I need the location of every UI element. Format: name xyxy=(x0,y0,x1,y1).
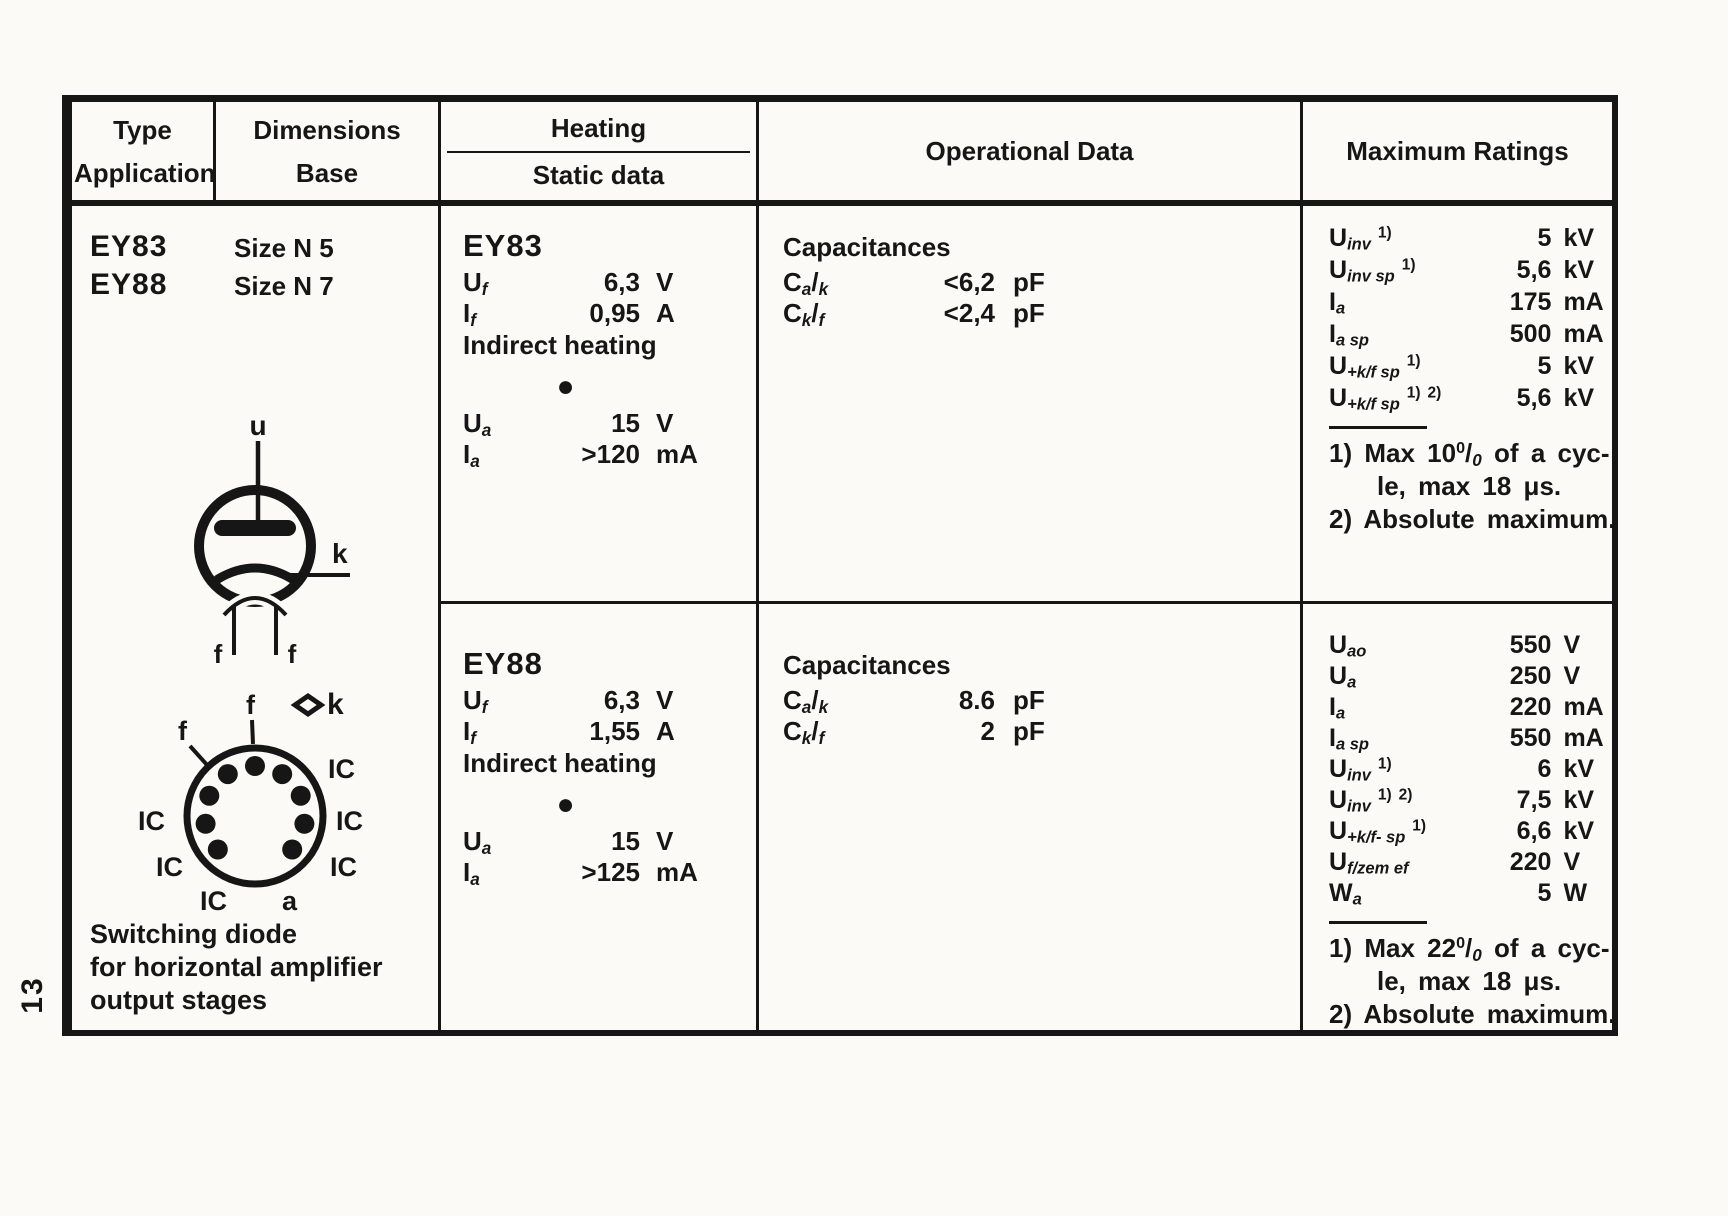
param-label: $U_a$ xyxy=(463,826,492,858)
param-row xyxy=(1329,630,1615,661)
param-value: 6,3 xyxy=(603,267,640,297)
ey83-max-ratings-cell xyxy=(1300,206,1615,604)
param-unit: V xyxy=(1563,631,1581,659)
cathode-arc xyxy=(218,568,292,579)
param-row xyxy=(1329,785,1615,816)
param-unit: kV xyxy=(1563,256,1595,284)
param-label: $I_a$ xyxy=(1329,693,1346,723)
param-unit: kV xyxy=(1563,786,1595,814)
param-label: $U_f$ xyxy=(463,267,488,299)
param-row xyxy=(1329,222,1615,254)
static-rows xyxy=(463,408,756,470)
param-unit: mA xyxy=(1563,320,1604,348)
pin-base-diagram xyxy=(130,674,380,924)
envelope-circle xyxy=(199,490,311,602)
param-unit: V xyxy=(656,826,674,856)
ey88-max-ratings-cell xyxy=(1300,604,1615,1031)
param-row xyxy=(783,685,1300,716)
indirect-heating-note: Indirect heating xyxy=(463,330,657,360)
base-pin-upper-left-label: f xyxy=(178,716,187,746)
param-unit: kV xyxy=(1563,817,1595,845)
param-label: $C_k/_f$ xyxy=(783,298,825,330)
max-rating-rows xyxy=(1329,630,1615,909)
param-label: $I_{a sp}$ xyxy=(1329,320,1369,350)
tube-data-table xyxy=(62,95,1618,1036)
param-label: $U_{inv}$ $^{1)}$ xyxy=(1329,755,1392,785)
param-row xyxy=(1329,661,1615,692)
param-row xyxy=(1329,318,1615,350)
param-value: <6,2 xyxy=(943,267,995,297)
param-label: $I_a$ xyxy=(463,439,480,471)
base-pin-bottom-left-label: IC xyxy=(200,886,227,916)
param-unit: V xyxy=(656,685,674,715)
base-pin-top-lead xyxy=(252,720,253,744)
param-label: $U_a$ xyxy=(463,408,492,440)
param-unit: mA xyxy=(656,439,698,469)
table-header-row xyxy=(72,102,1612,206)
param-value: 5 xyxy=(1537,879,1552,907)
param-value: 5,6 xyxy=(1516,256,1552,284)
cathode-dot-icon: ● xyxy=(556,370,575,403)
param-row xyxy=(463,716,756,747)
table-body xyxy=(72,206,1616,1030)
type-name: EY83 xyxy=(90,230,168,263)
param-unit: kV xyxy=(1563,352,1595,380)
param-value: 5,6 xyxy=(1516,384,1552,412)
ey88-heating-cell xyxy=(438,604,756,1031)
param-value: 550 xyxy=(1509,631,1552,659)
header-application-label: Application xyxy=(74,158,216,188)
base-top-cap-label: k xyxy=(327,688,344,721)
param-value: 220 xyxy=(1509,693,1552,721)
capacitances-title: Capacitances xyxy=(783,232,951,262)
param-row xyxy=(1329,816,1615,847)
param-unit: V xyxy=(1563,662,1581,690)
param-label: $I_f$ xyxy=(463,716,476,748)
param-value: <2,4 xyxy=(943,298,995,328)
param-row xyxy=(463,439,756,470)
param-label: $U_f$ xyxy=(463,685,488,717)
param-label: $I_a$ xyxy=(463,857,480,889)
base-pin-bottom-label: a xyxy=(282,886,298,916)
header-type-application xyxy=(72,102,216,200)
param-value: >125 xyxy=(581,857,640,887)
param-label: $C_k/_f$ xyxy=(783,716,825,748)
header-type-label: Type xyxy=(113,115,172,145)
base-pin-left-label: IC xyxy=(138,806,165,836)
param-row xyxy=(783,298,1300,329)
footnote-line: le, max 18 μs. xyxy=(1377,966,1562,996)
application-line: output stages xyxy=(90,985,268,1015)
param-value: 15 xyxy=(611,826,640,856)
indirect-heating-note: Indirect heating xyxy=(463,748,657,778)
footnote-line: 2) Absolute maximum. xyxy=(1329,999,1616,1029)
ey88-operational-cell xyxy=(756,604,1300,1031)
param-unit: pF xyxy=(1013,716,1045,746)
param-unit: kV xyxy=(1563,224,1595,252)
param-label: $U_{+k/f sp}$ $^{1)}$ $^{2)}$ xyxy=(1329,384,1442,414)
base-pin-lower-right-label: IC xyxy=(330,852,357,882)
param-value: 0,95 xyxy=(589,298,640,328)
param-unit: mA xyxy=(656,857,698,887)
param-row xyxy=(463,298,756,329)
base-pin-upper-right-label: IC xyxy=(328,754,355,784)
footnote-divider xyxy=(1329,426,1427,429)
param-row xyxy=(1329,847,1615,878)
param-label: $U_{inv}$ $^{1)}$ xyxy=(1329,224,1392,254)
param-label: $U_{+k/f sp}$ $^{1)}$ xyxy=(1329,352,1421,382)
capacitance-rows xyxy=(783,685,1300,747)
param-label: $C_a/_k$ xyxy=(783,685,829,717)
header-operational-label: Operational Data xyxy=(925,135,1134,166)
heater-rows xyxy=(463,267,756,329)
param-value: 5 xyxy=(1537,224,1552,252)
ey83-heating-cell xyxy=(438,206,756,604)
capacitances-title: Capacitances xyxy=(783,650,951,680)
param-value: >120 xyxy=(581,439,640,469)
type-list xyxy=(72,206,438,302)
param-unit: mA xyxy=(1563,288,1604,316)
header-operational-data xyxy=(756,102,1300,200)
param-label: $U_{inv}$ $^{1)}$ $^{2)}$ xyxy=(1329,786,1413,816)
param-unit: pF xyxy=(1013,685,1045,715)
static-rows xyxy=(463,826,756,888)
type-size: Size N 5 xyxy=(234,233,334,263)
diode-symbol-diagram xyxy=(160,411,370,673)
footnote-line: le, max 18 μs. xyxy=(1377,471,1562,501)
type-application-cell xyxy=(72,206,438,1031)
param-row xyxy=(1329,754,1615,785)
param-unit: pF xyxy=(1013,298,1045,328)
header-max-ratings-label: Maximum Ratings xyxy=(1346,135,1569,166)
param-value: 220 xyxy=(1509,848,1552,876)
top-cap-diamond-icon xyxy=(295,696,321,714)
param-label: $I_{a sp}$ xyxy=(1329,724,1369,754)
tube-title: EY88 xyxy=(463,646,543,681)
param-label: $U_{inv sp}$ $^{1)}$ xyxy=(1329,256,1416,286)
param-row xyxy=(463,685,756,716)
param-value: 8.6 xyxy=(958,685,995,715)
application-description xyxy=(90,918,383,1017)
header-subdivider xyxy=(447,151,750,153)
footnote-line: 1) Max $10^0/_0$ of a cyc- xyxy=(1329,438,1610,470)
param-row xyxy=(783,267,1300,298)
param-row xyxy=(1329,286,1615,318)
header-heating-static xyxy=(438,102,756,200)
param-value: 250 xyxy=(1509,662,1552,690)
base-pin-top-label: f xyxy=(246,690,255,720)
page-number: 13 xyxy=(16,976,49,1014)
param-value: 550 xyxy=(1509,724,1552,752)
type-row-ey88 xyxy=(72,268,438,302)
capacitance-rows xyxy=(783,267,1300,329)
param-label: $W_a$ xyxy=(1329,879,1362,909)
param-row xyxy=(463,408,756,439)
footnotes xyxy=(1329,932,1615,1031)
param-unit: kV xyxy=(1563,384,1595,412)
param-unit: mA xyxy=(1563,693,1604,721)
max-rating-rows xyxy=(1329,222,1615,414)
param-label: $U_{f/zem ef}$ xyxy=(1329,848,1409,878)
header-static-data-label: Static data xyxy=(532,160,665,190)
param-value: 15 xyxy=(611,408,640,438)
param-value: 6 xyxy=(1537,755,1552,783)
header-dimensions-base xyxy=(213,102,438,200)
application-line: for horizontal amplifier xyxy=(90,952,383,982)
param-unit: V xyxy=(656,408,674,438)
param-row xyxy=(1329,350,1615,382)
anode-lead-label: u xyxy=(249,411,267,441)
footnotes xyxy=(1329,437,1615,536)
param-label: $I_a$ xyxy=(1329,288,1346,318)
param-value: 175 xyxy=(1509,288,1552,316)
param-label: $U_a$ xyxy=(1329,662,1357,692)
param-row xyxy=(1329,723,1615,754)
footnote-line: 1) Max $22^0/_0$ of a cyc- xyxy=(1329,933,1610,965)
type-size: Size N 7 xyxy=(234,271,334,301)
heater-rows xyxy=(463,685,756,747)
header-base-label: Base xyxy=(295,158,359,188)
param-unit: kV xyxy=(1563,755,1595,783)
param-row xyxy=(463,267,756,298)
param-unit: mA xyxy=(1563,724,1604,752)
cathode-lead-label: k xyxy=(332,538,348,569)
base-pin-lower-left-label: IC xyxy=(156,852,183,882)
param-value: 6,3 xyxy=(603,685,640,715)
base-pin-right-label: IC xyxy=(336,806,363,836)
param-value: 7,5 xyxy=(1516,786,1552,814)
header-dimensions-label: Dimensions xyxy=(253,115,401,145)
cathode-dot-icon: ● xyxy=(556,788,575,821)
param-label: $I_f$ xyxy=(463,298,476,330)
param-value: 500 xyxy=(1509,320,1552,348)
param-row xyxy=(783,716,1300,747)
param-unit: V xyxy=(656,267,674,297)
param-value: 1,55 xyxy=(589,716,640,746)
base-pin-dots xyxy=(196,756,315,860)
param-value: 6,6 xyxy=(1516,817,1552,845)
param-row xyxy=(1329,254,1615,286)
param-row xyxy=(1329,878,1615,909)
param-label: $U_{ao}$ xyxy=(1329,631,1367,661)
heater-right-label: f xyxy=(287,639,297,669)
param-value: 2 xyxy=(980,716,995,746)
heater-left-label: f xyxy=(213,639,223,669)
param-row xyxy=(463,826,756,857)
tube-title: EY83 xyxy=(463,228,543,263)
param-value: 5 xyxy=(1537,352,1552,380)
param-row xyxy=(1329,382,1615,414)
param-label: $U_{+k/f- sp}$ $^{1)}$ xyxy=(1329,817,1427,847)
header-heating-label: Heating xyxy=(550,113,647,143)
param-unit: V xyxy=(1563,848,1581,876)
type-name: EY88 xyxy=(90,268,168,301)
footnote-divider xyxy=(1329,921,1427,924)
param-unit: A xyxy=(656,716,675,746)
application-line: Switching diode xyxy=(90,919,297,949)
param-unit: pF xyxy=(1013,267,1045,297)
param-unit: A xyxy=(656,298,675,328)
footnote-line: 2) Absolute maximum. xyxy=(1329,504,1616,534)
header-maximum-ratings xyxy=(1300,102,1612,200)
param-unit: W xyxy=(1563,879,1588,907)
base-pin-upper-left-lead xyxy=(190,746,208,766)
param-row xyxy=(1329,692,1615,723)
param-label: $C_a/_k$ xyxy=(783,267,829,299)
ey83-operational-cell xyxy=(756,206,1300,604)
type-row-ey83 xyxy=(72,230,438,264)
param-row xyxy=(463,857,756,888)
